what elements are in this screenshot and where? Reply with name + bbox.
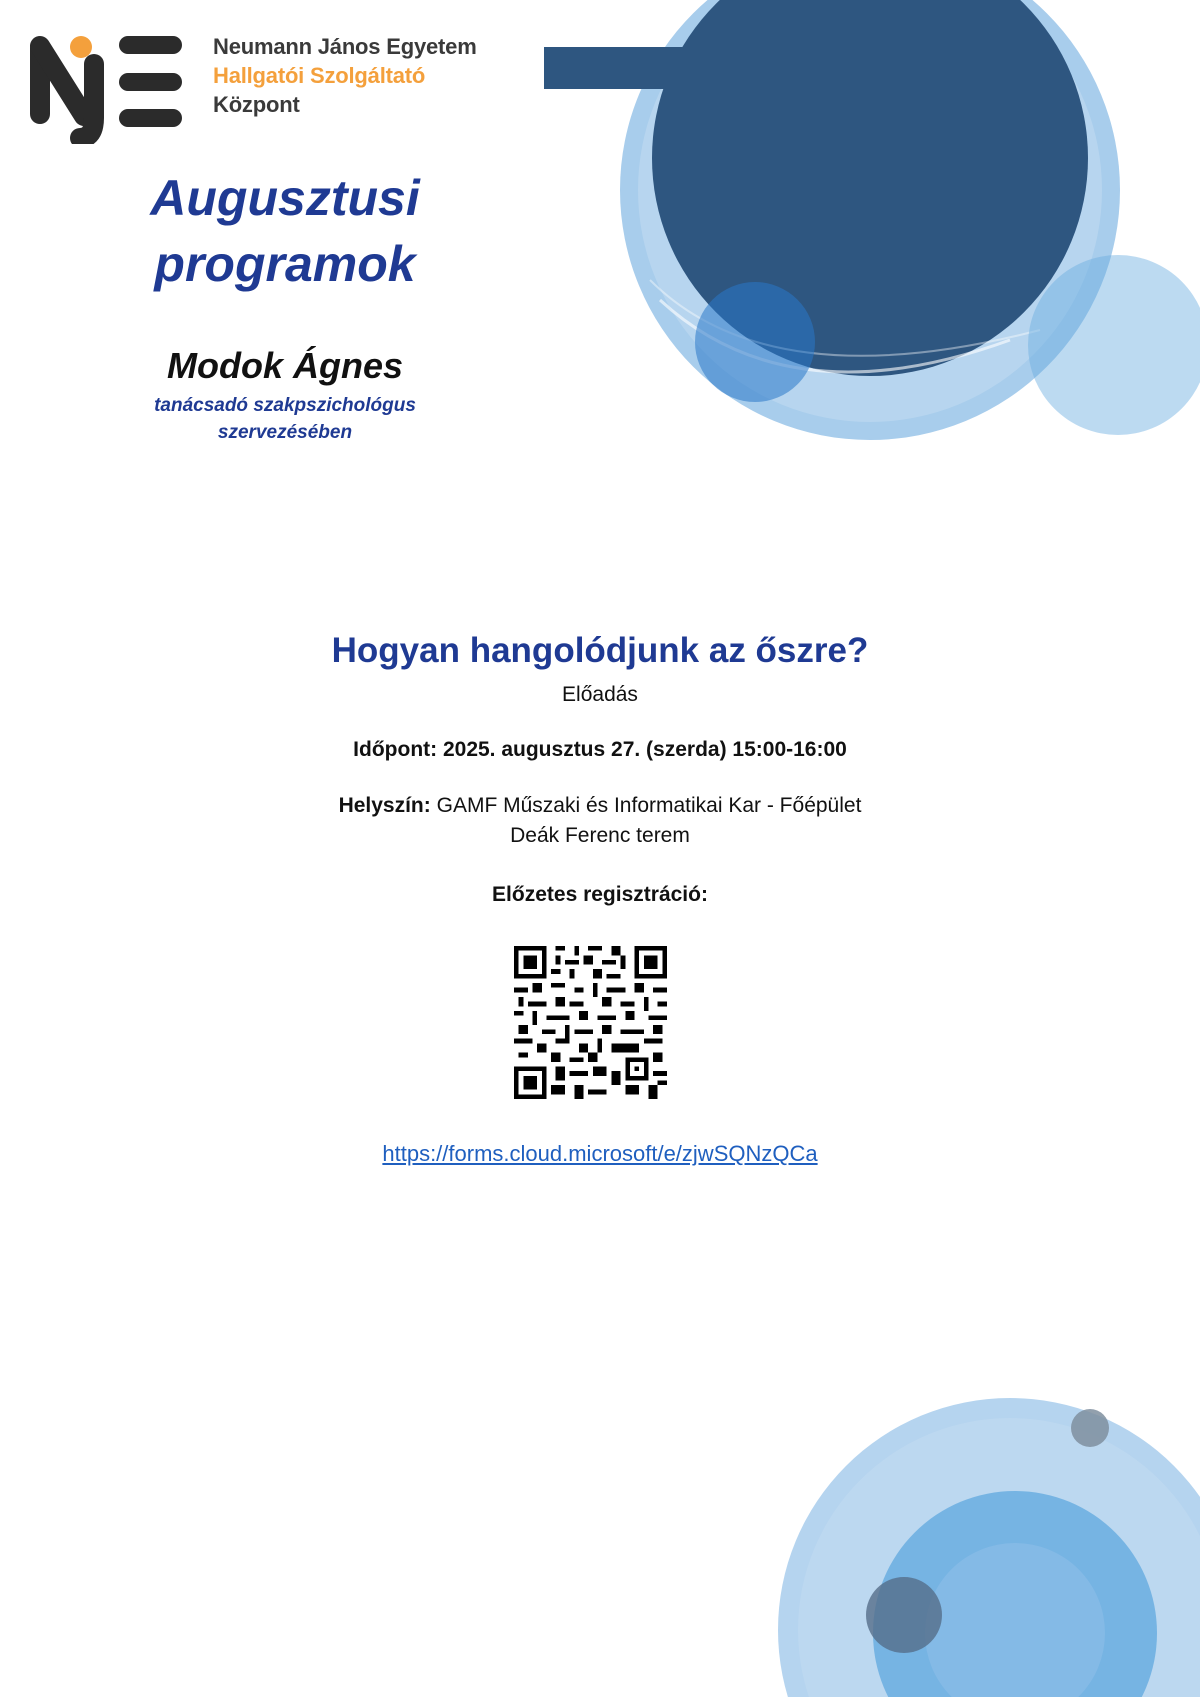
- event-title: Hogyan hangolódjunk az őszre?: [331, 631, 869, 670]
- organizer-role-line2: szervezésében: [217, 422, 353, 443]
- logo-wordmark: [213, 32, 477, 119]
- event-date: Időpont: 2025. augusztus 27. (szerda) 15:00-16:00: [353, 738, 847, 761]
- logo-line-service: Hallgatói Szolgáltató: [213, 63, 426, 88]
- location-label: Helyszín:: [338, 794, 431, 817]
- organizer-name: Modok Ágnes: [166, 345, 403, 386]
- page-title: [60, 165, 510, 297]
- event-type: Előadás: [562, 683, 638, 706]
- logo-line-university: Neumann János Egyetem: [213, 34, 477, 59]
- registration-qr-code[interactable]: [514, 946, 667, 1099]
- page-title-line2: programok: [154, 236, 416, 292]
- nje-logo-icon: [28, 32, 188, 144]
- page-title-line1: Augusztusi: [150, 170, 420, 226]
- organizer-role: [60, 392, 510, 446]
- registration-link-wrapper: [0, 1139, 1200, 1169]
- event-location: [0, 791, 1200, 851]
- university-logo: [28, 32, 498, 144]
- registration-label: Előzetes regisztráció:: [492, 883, 708, 906]
- location-value: GAMF Műszaki és Informatikai Kar - Főépület: [436, 794, 862, 817]
- registration-link[interactable]: https://forms.cloud.microsoft/e/zjwSQNzQCa: [382, 1141, 818, 1166]
- logo-line-center: Központ: [213, 92, 300, 117]
- decorative-circles-top: [540, 0, 1200, 450]
- decorative-circles-bottom: [760, 1390, 1200, 1697]
- organizer-role-line1: tanácsadó szakpszichológus: [154, 395, 416, 416]
- location-room: Deák Ferenc terem: [510, 824, 690, 847]
